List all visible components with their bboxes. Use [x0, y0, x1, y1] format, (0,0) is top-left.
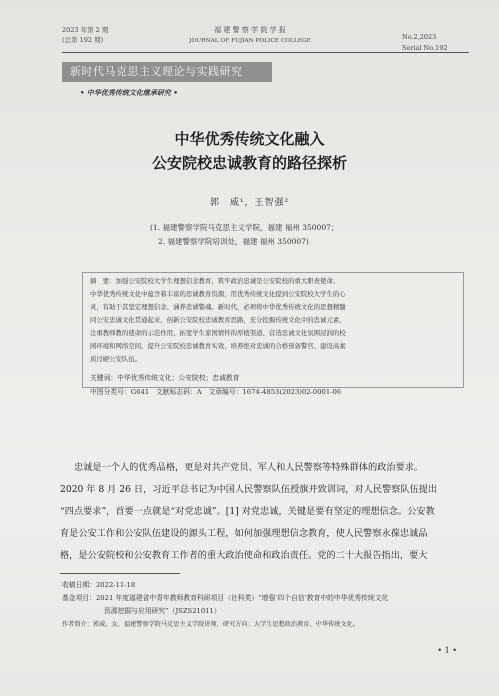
issue-number: No.2,2023 — [402, 33, 437, 41]
abstract-line: 摘 要：加强公安院校大学生理想信念教育，筑牢政治忠诚是公安院校的重大职责使命。 — [90, 277, 340, 285]
page-number: • 1 • — [437, 646, 457, 655]
footnote-rule — [60, 573, 180, 574]
abstract-line: 园环境和网络空间，提升公安院校忠诚教育实效，培养绝对忠诚的合格预备警官、建设高素 — [90, 342, 346, 350]
body-line: 忠诚是一个人的优秀品格，更是对共产党员、军人和人民警察等特殊群体的政治要求。 — [74, 462, 424, 473]
journal-title-cn: 福 建 警 察 学 院 学 报 — [214, 26, 286, 34]
section-banner: 新时代马克思主义理论与实践研究 — [62, 62, 272, 82]
fund-line-1: 基金项目：2021 年度福建省中青年教师教育科研项目（社科类）“增强‘四个自信’教育中的中华优秀传统文化 — [62, 594, 389, 602]
abstract-line: 注重教师教的使命的示范作用、拓宽学生家国情怀的厚植渠道、营造忠诚文化氛围浸润的校 — [90, 329, 346, 337]
total-issue-label: (总第 192 期) — [62, 36, 104, 44]
affiliation-2: 2. 福建警察学院培训处，福建 福州 350007) — [158, 237, 309, 246]
body-line: 育是公安工作和公安队伍建设的源头工程，如何加强理想信念教育，使人民警察永葆忠诚品 — [60, 528, 428, 539]
abstract-line: 质过硬公安队伍。 — [90, 355, 142, 363]
journal-title-en: JOURNAL OF FUJIAN POLICE COLLEGE — [189, 38, 311, 44]
keywords: 关键词：中华优秀传统文化；公安院校；忠诚教育 — [90, 374, 240, 382]
authors: 郭 威¹，王智强² — [209, 198, 290, 208]
header-rule — [62, 52, 469, 53]
author-bio: 作者简介：郭威，女，福建警察学院马克思主义学院讲师，研究方向：大学生思想政治教育、中华传统文化。 — [62, 621, 359, 628]
body-line: 格，是公安院校和公安教育工作者的重大政治使命和政治责任。党的二十大报告指出，要大 — [60, 550, 428, 561]
abstract-line: 灵，有助于其坚定理想信念、涵养忠诚警魂。新时代，必须将中华优秀传统文化的思想精髓 — [90, 303, 346, 311]
classification-codes: 中图分类号：G641 文献标志码：A 文章编号：1674-4853(2023)02-0001-06 — [90, 388, 342, 396]
article-title-line-2: 公安院校忠诚教育的路径探析 — [151, 154, 347, 172]
fund-line-2: 资源挖掘与应用研究”（JSZS21011） — [104, 607, 221, 615]
article-title-line-1: 中华优秀传统文化融入 — [174, 130, 325, 148]
subseries-label: • 中华优秀传统文化继承研究 • — [80, 88, 178, 97]
body-line: “四点要求”，首要一点就是“对党忠诚”。[1] 对党忠诚，关键是要有坚定的理想信念。公安教 — [60, 506, 435, 517]
body-line: 2020 年 8 月 26 日，习近平总书记为中国人民警察队伍授旗并致训词，对人民警察队伍提出 — [60, 484, 438, 495]
issue-label: 2023 年第 2 期 — [62, 26, 109, 34]
abstract-line: 中华优秀传统文化中蕴含着丰富的忠诚教育资源，用优秀传统文化提到公安院校大学生的心 — [90, 290, 346, 298]
received-date: 收稿日期：2022-11-18 — [62, 581, 136, 589]
affiliation-1: (1. 福建警察学院马克思主义学院，福建 福州 350007； — [150, 223, 339, 232]
abstract-line: 同公安忠诚文化贯通起来，创新公安院校忠诚教育思路，充分挖掘传统文化中的忠诚元素、 — [90, 316, 346, 324]
serial-number: Serial No.192 — [402, 44, 448, 52]
